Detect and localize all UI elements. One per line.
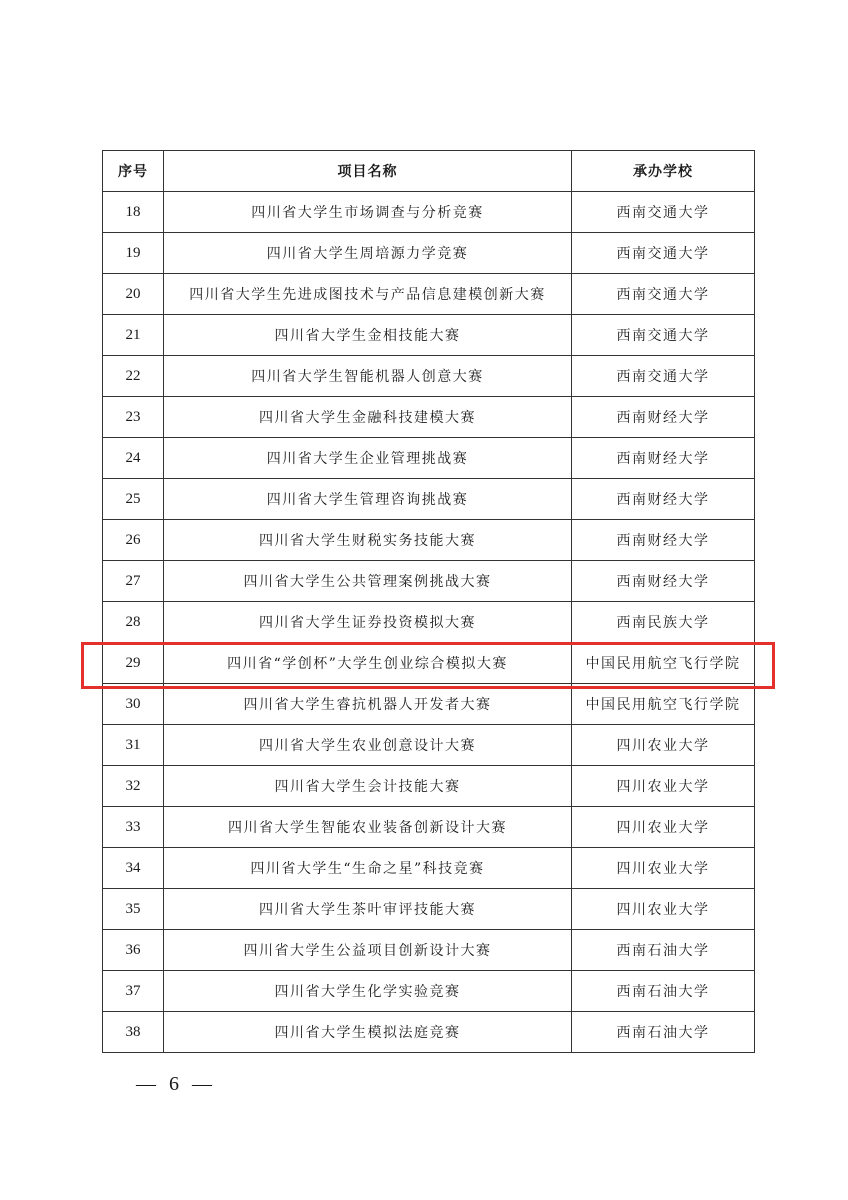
host-school: 中国民用航空飞行学院 <box>572 643 755 684</box>
row-number: 24 <box>103 438 164 479</box>
host-school: 四川农业大学 <box>572 848 755 889</box>
row-number: 20 <box>103 274 164 315</box>
row-number: 22 <box>103 356 164 397</box>
project-name: 四川省大学生管理咨询挑战赛 <box>164 479 572 520</box>
project-name: 四川省大学生农业创意设计大赛 <box>164 725 572 766</box>
table-row <box>103 479 755 520</box>
host-school: 西南财经大学 <box>572 520 755 561</box>
host-school: 西南财经大学 <box>572 561 755 602</box>
row-number: 35 <box>103 889 164 930</box>
host-school: 西南财经大学 <box>572 438 755 479</box>
row-number: 19 <box>103 233 164 274</box>
row-number: 28 <box>103 602 164 643</box>
table-row <box>103 807 755 848</box>
row-number: 32 <box>103 766 164 807</box>
row-number: 33 <box>103 807 164 848</box>
project-name: 四川省大学生公益项目创新设计大赛 <box>164 930 572 971</box>
row-number: 31 <box>103 725 164 766</box>
project-name: 四川省大学生财税实务技能大赛 <box>164 520 572 561</box>
page-number: — 6 — <box>136 1073 216 1095</box>
project-name: 四川省大学生证券投资模拟大赛 <box>164 602 572 643</box>
project-name: 四川省大学生周培源力学竞赛 <box>164 233 572 274</box>
host-school: 西南交通大学 <box>572 192 755 233</box>
host-school: 西南交通大学 <box>572 315 755 356</box>
project-name: 四川省大学生企业管理挑战赛 <box>164 438 572 479</box>
host-school: 西南石油大学 <box>572 930 755 971</box>
header-project-name: 项目名称 <box>164 151 572 192</box>
row-number: 37 <box>103 971 164 1012</box>
table-row <box>103 1012 755 1053</box>
row-number: 26 <box>103 520 164 561</box>
host-school: 西南民族大学 <box>572 602 755 643</box>
header-host-school: 承办学校 <box>572 151 755 192</box>
host-school: 西南交通大学 <box>572 356 755 397</box>
project-name: 四川省大学生智能机器人创意大赛 <box>164 356 572 397</box>
table-row <box>103 848 755 889</box>
table-row <box>103 520 755 561</box>
project-name: 四川省大学生先进成图技术与产品信息建模创新大赛 <box>164 274 572 315</box>
table-row <box>103 766 755 807</box>
project-name: 四川省大学生会计技能大赛 <box>164 766 572 807</box>
table-row <box>103 561 755 602</box>
project-name: 四川省大学生智能农业装备创新设计大赛 <box>164 807 572 848</box>
host-school: 西南交通大学 <box>572 233 755 274</box>
host-school: 四川农业大学 <box>572 807 755 848</box>
row-number: 36 <box>103 930 164 971</box>
table-row <box>103 889 755 930</box>
table-row <box>103 397 755 438</box>
table-row <box>103 315 755 356</box>
row-number: 25 <box>103 479 164 520</box>
project-name: 四川省大学生金相技能大赛 <box>164 315 572 356</box>
table-row <box>103 725 755 766</box>
host-school: 西南财经大学 <box>572 397 755 438</box>
row-number: 21 <box>103 315 164 356</box>
host-school: 四川农业大学 <box>572 889 755 930</box>
table-row-highlighted <box>103 643 755 684</box>
table-row <box>103 602 755 643</box>
header-serial-number: 序号 <box>103 151 164 192</box>
row-number: 30 <box>103 684 164 725</box>
table-row <box>103 971 755 1012</box>
host-school: 西南交通大学 <box>572 274 755 315</box>
table-header-row <box>103 151 755 192</box>
table-row <box>103 356 755 397</box>
project-name: 四川省大学生金融科技建模大赛 <box>164 397 572 438</box>
project-name: 四川省大学生化学实验竞赛 <box>164 971 572 1012</box>
project-name: 四川省大学生市场调查与分析竞赛 <box>164 192 572 233</box>
project-name: 四川省大学生“生命之星”科技竞赛 <box>164 848 572 889</box>
table-row <box>103 274 755 315</box>
host-school: 西南石油大学 <box>572 1012 755 1053</box>
table-row <box>103 438 755 479</box>
row-number: 38 <box>103 1012 164 1053</box>
row-number: 34 <box>103 848 164 889</box>
row-number: 18 <box>103 192 164 233</box>
row-number: 29 <box>103 643 164 684</box>
table-row <box>103 192 755 233</box>
project-name: 四川省大学生睿抗机器人开发者大赛 <box>164 684 572 725</box>
host-school: 四川农业大学 <box>572 725 755 766</box>
project-name: 四川省“学创杯”大学生创业综合模拟大赛 <box>164 643 572 684</box>
row-number: 27 <box>103 561 164 602</box>
project-name: 四川省大学生茶叶审评技能大赛 <box>164 889 572 930</box>
host-school: 四川农业大学 <box>572 766 755 807</box>
host-school: 中国民用航空飞行学院 <box>572 684 755 725</box>
host-school: 西南财经大学 <box>572 479 755 520</box>
host-school: 西南石油大学 <box>572 971 755 1012</box>
row-number: 23 <box>103 397 164 438</box>
table-row <box>103 684 755 725</box>
table-row <box>103 930 755 971</box>
competition-table <box>102 150 755 1053</box>
table-row <box>103 233 755 274</box>
project-name: 四川省大学生公共管理案例挑战大赛 <box>164 561 572 602</box>
project-name: 四川省大学生模拟法庭竞赛 <box>164 1012 572 1053</box>
